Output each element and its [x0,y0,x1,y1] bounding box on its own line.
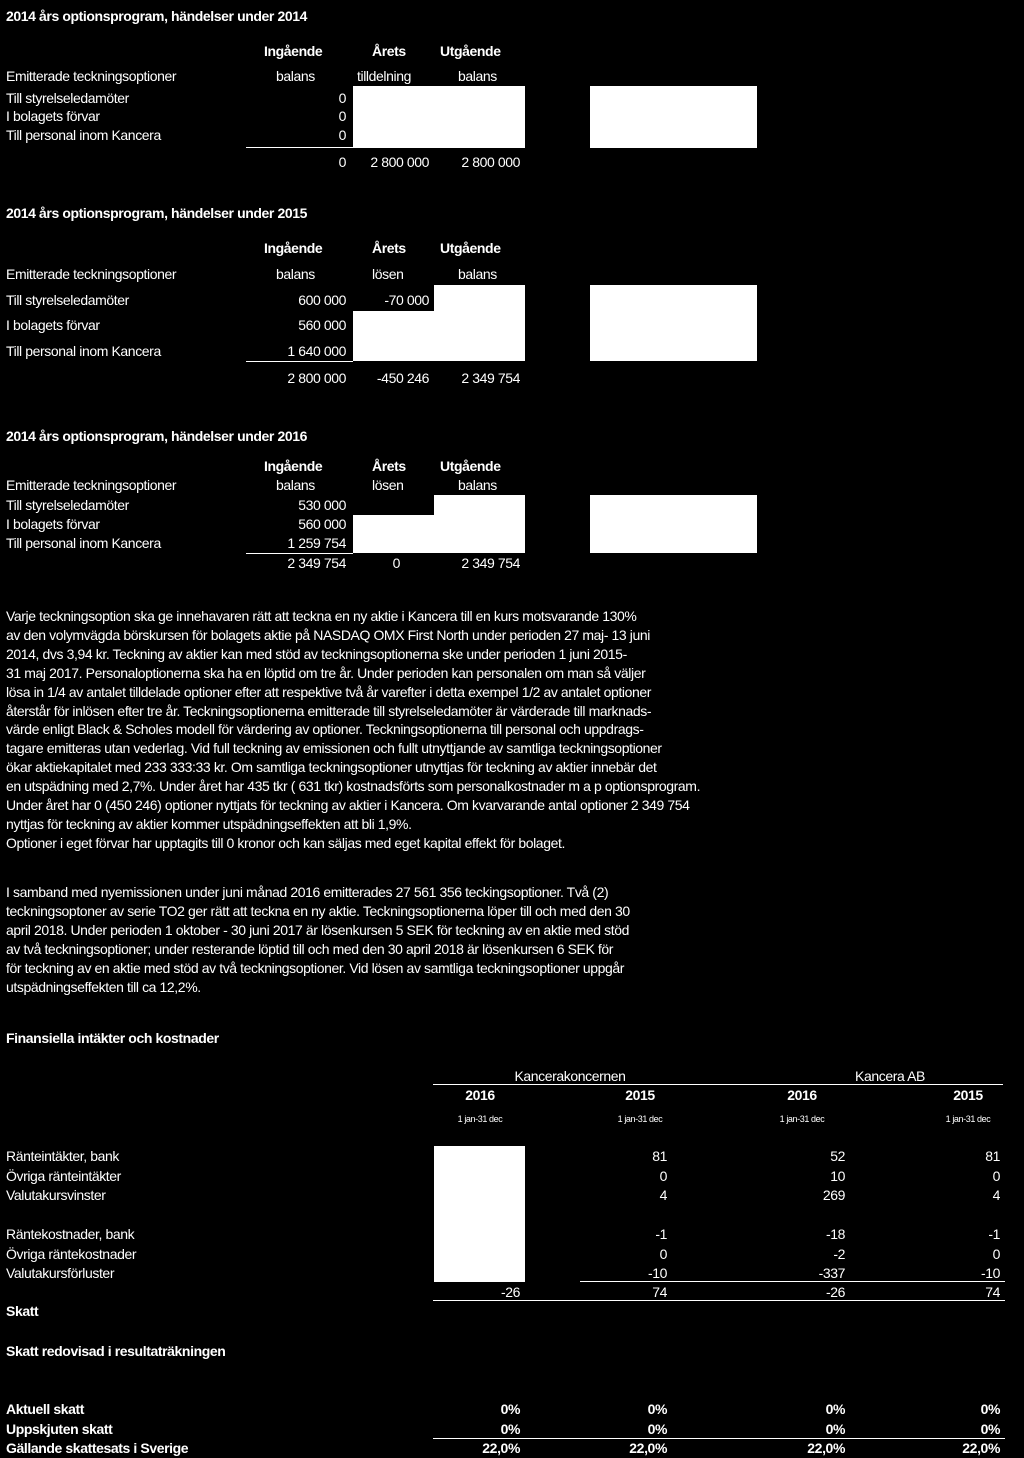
cell: 269 [822,1187,845,1203]
row-value: 530 000 [298,497,346,513]
sum-line [433,1438,1005,1439]
row-label: Till personal inom Kancera [6,535,161,551]
row-label: Till styrelseledamöter [6,497,129,513]
row-label: Till styrelseledamöter [6,292,129,308]
total-value: 2 349 754 [461,370,520,386]
cell: 0% [500,1421,520,1437]
redaction-box [353,86,525,148]
sum-line [433,1300,1005,1301]
period-label: 1 jan-31 dec [779,1114,825,1124]
cell: -10 [647,1265,667,1281]
cell: -337 [818,1265,845,1281]
col-header: balans [458,477,497,493]
col-header: lösen [372,266,404,282]
col-header: Ingående [264,458,323,474]
year-header: 2015 [625,1087,655,1103]
redaction-box [353,311,525,361]
section-title: Finansiella intäkter och kostnader [6,1030,219,1046]
col-header: balans [276,68,315,84]
section-title: 2014 års optionsprogram, händelser under 2016 [6,428,308,444]
col-header: Utgående [440,43,501,59]
row-value: 1 640 000 [287,343,346,359]
cell: 52 [830,1148,845,1164]
cell: 0% [825,1421,845,1437]
row-label: Övriga ränteintäkter [6,1168,121,1184]
sum-line [246,361,353,362]
cell: 0% [980,1421,1000,1437]
cell: -2 [833,1246,845,1262]
row-value: 0 [338,127,346,143]
cell: 81 [985,1148,1000,1164]
col-header: balans [276,477,315,493]
sum-line [580,1281,1005,1282]
cell: 4 [992,1187,1000,1203]
group-header: Kancerakoncernen [514,1068,626,1084]
cell: 0 [992,1246,1000,1262]
cell: 0 [659,1246,667,1262]
redaction-box [590,495,757,553]
col-header: tilldelning [357,68,411,84]
redaction-box [590,285,757,361]
row-value: 560 000 [298,317,346,333]
body-paragraph: Varje teckningsoption ska ge innehavaren rätt att teckna en ny aktie i Kancera till en kurs motsvarande 130% av den volymvägda börskursen för bolagets aktie på NASDAQ OMX First North under perioden 27 maj- 13 juni 2014, dvs 3,94 kr. Teckning av aktier kan med stöd av teckningsoptionerna ske under perioden 1 juni 2015- 31 maj 2017. Personaloptionerna ska ha en löptid om tre år. Under perioden kan personalen om man så väljer lösa in 1/4 av antalet tilldelade optioner efter att respektive två år varefter i detta exempel 1/2 av antalet optioner återstår för inlösen efter tre år. Teckningsoptionerna emitterade till styrelseledamöter är värderade till marknads- värde enligt Black & Scholes modell för värdering av optioner. Teckningsoptionerna till personal och uppdrags- tagare emitteras utan vederlag. Vid full teckning av emissionen och fullt utnyttjande av samtliga teckningsoptioner ökar aktiekapitalet med 233 333:33 kr. Om samtliga teckningsoptioner utnyttjas för teckning av aktier innebär det en utspädning med 2,7%. Under året har 435 tkr ( 631 tkr) kostnadsförts som personalkostnader m a p optionsprogram. Under året har 0 (450 246) optioner nyttjats för teckning av aktier i Kancera. Om kvarvarande antal optioner 2 349 754 nyttjas för teckning av aktier kommer utspädningseffekten att bli 1,9%. Optioner i eget förvar har upptagits till 0 kronor och kan säljas med eget kapital effekt för bolaget. [6,608,701,851]
total-value: -26 [825,1284,845,1300]
table-header-label: Emitterade teckningsoptioner [6,266,177,282]
row-label: Till personal inom Kancera [6,127,161,143]
cell: -18 [825,1226,845,1242]
col-header: balans [458,68,497,84]
cell: 0 [659,1168,667,1184]
cell: 0% [980,1401,1000,1417]
cell: -1 [988,1226,1000,1242]
year-header: 2016 [465,1087,495,1103]
total-value: 2 800 000 [461,154,520,170]
period-label: 1 jan-31 dec [617,1114,663,1124]
row-value: -70 000 [384,292,429,308]
year-header: 2016 [787,1087,817,1103]
period-label: 1 jan-31 dec [457,1114,503,1124]
redaction-box [434,1146,525,1282]
col-header: balans [276,266,315,282]
row-label: Räntekostnader, bank [6,1226,135,1242]
sum-line [246,553,353,554]
total-value: 2 349 754 [461,555,520,571]
cell: 4 [659,1187,667,1203]
row-label: Till personal inom Kancera [6,343,161,359]
col-header: lösen [372,477,404,493]
total-value: 74 [985,1284,1000,1300]
col-header: Utgående [440,458,501,474]
col-header: Årets [372,43,406,59]
cell: 0% [647,1421,667,1437]
cell: 22,0% [629,1440,667,1456]
row-label: Ränteintäkter, bank [6,1148,120,1164]
cell: 0 [992,1168,1000,1184]
row-value: 0 [338,90,346,106]
cell: 22,0% [482,1440,520,1456]
row-label: Övriga räntekostnader [6,1246,137,1262]
total-value: -26 [500,1284,520,1300]
section-title: Skatt [6,1303,39,1319]
redaction-box [353,515,525,553]
total-value: 2 349 754 [287,555,346,571]
cell: 22,0% [962,1440,1000,1456]
col-header: Ingående [264,240,323,256]
cell: 81 [652,1148,667,1164]
cell: 10 [830,1168,845,1184]
redaction-box [590,86,757,148]
table-header-label: Emitterade teckningsoptioner [6,68,177,84]
row-label: I bolagets förvar [6,516,100,532]
cell: 0% [500,1401,520,1417]
total-value: 0 [392,555,400,571]
row-label: I bolagets förvar [6,317,100,333]
row-value: 560 000 [298,516,346,532]
cell: 0% [825,1401,845,1417]
section-title: 2014 års optionsprogram, händelser under 2014 [6,8,308,24]
row-label: Valutakursvinster [6,1187,106,1203]
period-label: 1 jan-31 dec [945,1114,991,1124]
row-label: Till styrelseledamöter [6,90,129,106]
redaction-box [434,285,525,311]
total-value: 2 800 000 [370,154,429,170]
row-label: I bolagets förvar [6,108,100,124]
row-label: Uppskjuten skatt [6,1421,113,1437]
total-value: 2 800 000 [287,370,346,386]
row-label: Gällande skattesats i Sverige [6,1440,189,1456]
cell: 22,0% [807,1440,845,1456]
body-paragraph: I samband med nyemissionen under juni månad 2016 emitterades 27 561 356 teckingsoptioner. Två (2) teckningsoptoner av serie TO2 ger rätt att teckna en ny aktie. Teckningsoptionerna löper till och med den 30 april 2018. Under perioden 1 oktober - 30 juni 2017 är lösenkursen 5 SEK för teckning av en aktie med stöd av två teckningsoptioner; under resterande löptid till och med den 30 april 2018 är lösenkursen 6 SEK för för teckning av en aktie med stöd av två teckningsoptioner. Vid lösen av samtliga teckningsoptioner uppgår utspädningseffekten till ca 12,2%. [6,884,630,995]
year-header: 2015 [953,1087,983,1103]
group-header: Kancera AB [855,1068,925,1084]
row-value: 600 000 [298,292,346,308]
cell: -1 [655,1226,667,1242]
col-header: Årets [372,458,406,474]
table-header-label: Emitterade teckningsoptioner [6,477,177,493]
section-subtitle: Skatt redovisad i resultaträkningen [6,1343,226,1359]
col-header: Ingående [264,43,323,59]
redaction-box [434,495,525,515]
header-line [433,1084,1003,1085]
col-header: balans [458,266,497,282]
total-value: -450 246 [376,370,429,386]
section-title: 2014 års optionsprogram, händelser under 2015 [6,205,308,221]
col-header: Årets [372,240,406,256]
row-value: 0 [338,108,346,124]
total-value: 74 [652,1284,667,1300]
col-header: Utgående [440,240,501,256]
sum-line [246,147,353,148]
cell: -10 [980,1265,1000,1281]
row-label: Aktuell skatt [6,1401,85,1417]
row-label: Valutakursförluster [6,1265,115,1281]
row-value: 1 259 754 [287,535,346,551]
cell: 0% [647,1401,667,1417]
total-value: 0 [338,154,346,170]
